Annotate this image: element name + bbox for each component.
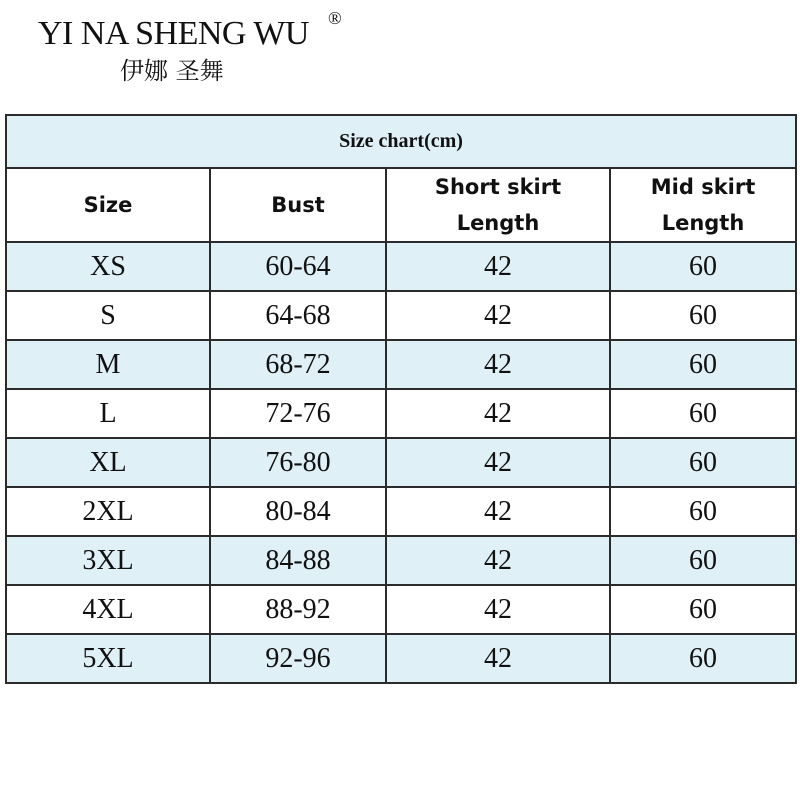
table-row — [6, 438, 796, 487]
cell-mid-skirt-length: 60 — [610, 438, 796, 487]
cell-mid-skirt-length: 60 — [610, 340, 796, 389]
cell-short-skirt-length: 42 — [386, 389, 610, 438]
cell-bust: 64-68 — [210, 291, 386, 340]
table-row — [6, 487, 796, 536]
cell-mid-skirt-length: 60 — [610, 536, 796, 585]
brand-name-en: YI NA SHENG WU — [38, 15, 309, 52]
cell-size: S — [6, 291, 210, 340]
cell-short-skirt-length: 42 — [386, 242, 610, 291]
cell-size: 3XL — [6, 536, 210, 585]
registered-mark-icon: ® — [328, 8, 342, 28]
table-row — [6, 340, 796, 389]
table-row — [6, 536, 796, 585]
header-mid-skirt-length — [610, 168, 796, 242]
cell-short-skirt-length: 42 — [386, 487, 610, 536]
header-short-skirt-length — [386, 168, 610, 242]
cell-mid-skirt-length: 60 — [610, 487, 796, 536]
cell-size: 4XL — [6, 585, 210, 634]
header-mid-skirt-line2: Length — [661, 211, 745, 235]
cell-mid-skirt-length: 60 — [610, 634, 796, 683]
cell-short-skirt-length: 42 — [386, 536, 610, 585]
header-bust — [210, 168, 386, 242]
cell-mid-skirt-length: 60 — [610, 291, 796, 340]
cell-short-skirt-length: 42 — [386, 291, 610, 340]
cell-bust: 68-72 — [210, 340, 386, 389]
cell-mid-skirt-length: 60 — [610, 585, 796, 634]
header-size — [6, 168, 210, 242]
cell-bust: 76-80 — [210, 438, 386, 487]
table-header-row — [6, 168, 796, 242]
header-bust-label: Bust — [271, 193, 325, 217]
table-row — [6, 291, 796, 340]
cell-bust: 92-96 — [210, 634, 386, 683]
cell-bust: 88-92 — [210, 585, 386, 634]
header-short-skirt-line1: Short skirt — [434, 175, 562, 199]
cell-bust: 60-64 — [210, 242, 386, 291]
table-row — [6, 242, 796, 291]
cell-size: 2XL — [6, 487, 210, 536]
table-row — [6, 585, 796, 634]
table-caption-row — [6, 115, 796, 168]
size-chart-table — [5, 114, 797, 684]
cell-bust: 72-76 — [210, 389, 386, 438]
brand-name-cn: 伊娜 圣舞 — [120, 57, 224, 85]
cell-size: L — [6, 389, 210, 438]
cell-short-skirt-length: 42 — [386, 438, 610, 487]
header-mid-skirt-line1: Mid skirt — [650, 175, 756, 199]
cell-short-skirt-length: 42 — [386, 340, 610, 389]
cell-bust: 84-88 — [210, 536, 386, 585]
cell-size: 5XL — [6, 634, 210, 683]
header-short-skirt-line2: Length — [456, 211, 540, 235]
cell-size: XS — [6, 242, 210, 291]
header-size-label: Size — [83, 193, 133, 217]
cell-mid-skirt-length: 60 — [610, 242, 796, 291]
cell-bust: 80-84 — [210, 487, 386, 536]
brand-logo — [38, 8, 358, 86]
cell-short-skirt-length: 42 — [386, 585, 610, 634]
cell-size: XL — [6, 438, 210, 487]
table-caption: Size chart(cm) — [6, 115, 796, 168]
cell-short-skirt-length: 42 — [386, 634, 610, 683]
table-row — [6, 634, 796, 683]
table-row — [6, 389, 796, 438]
cell-size: M — [6, 340, 210, 389]
cell-mid-skirt-length: 60 — [610, 389, 796, 438]
